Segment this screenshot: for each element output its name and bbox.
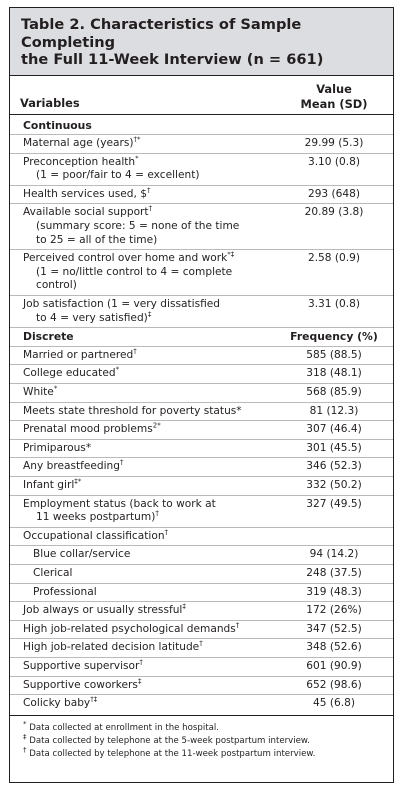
row-label-continuation: to 4 = very satisfied)‡: [36, 310, 152, 324]
section-heading: Continuous: [23, 118, 92, 132]
footnote-text: Data collected by telephone at the 5-week postpartum interview.: [26, 735, 310, 746]
row-label-text: Married or partnered: [23, 348, 134, 361]
footnote-mark: †: [164, 528, 169, 537]
row-label-text: Primiparous*: [23, 441, 92, 454]
row-label-text: Health services used, $: [23, 187, 147, 200]
row-label: [23, 252, 273, 293]
row-value: 585 (88.5): [306, 348, 362, 361]
section-heading-row: [10, 327, 393, 346]
title-line-2: the Full 11-Week Interview (n = 661): [21, 51, 324, 68]
footnote-mark: †‡: [90, 695, 98, 704]
row-label: [23, 498, 273, 525]
row-label: [23, 298, 273, 325]
footnote-mark: †: [120, 458, 124, 467]
footnote: [23, 735, 383, 748]
footnote-mark: *: [115, 365, 120, 374]
table-row: [10, 203, 393, 249]
footnote-mark: †*: [133, 135, 141, 144]
table-row: [10, 439, 393, 458]
title-line-1: Table 2. Characteristics of Sample Completing: [21, 16, 302, 51]
row-label-text: Preconception health: [23, 155, 136, 168]
footnote-mark: †: [146, 186, 151, 195]
row-value: 94 (14.2): [309, 548, 359, 561]
row-value: 652 (98.6): [306, 678, 362, 691]
row-value: 20.89 (3.8): [304, 206, 364, 219]
row-label: [23, 567, 283, 581]
footnote-mark: ‡: [182, 602, 186, 611]
row-label: [23, 623, 273, 637]
table-row: [10, 476, 393, 495]
footnote-mark: *‡: [227, 250, 235, 259]
row-value: 347 (52.5): [306, 622, 362, 635]
row-label: [23, 604, 273, 618]
footnote-mark: †: [235, 621, 240, 630]
section-heading-row: [10, 119, 393, 135]
table-row: [10, 527, 393, 546]
row-label-text: Prenatal mood problems: [23, 423, 153, 436]
footnote-text: Data collected at enrollment in the hospital.: [26, 722, 219, 733]
row-label-text: Available social support: [23, 206, 149, 219]
footnote-mark: ‡*: [74, 477, 82, 486]
row-value: 332 (50.2): [306, 478, 362, 491]
row-value: 3.31 (0.8): [307, 298, 361, 311]
row-label: [23, 188, 273, 202]
table-row: [10, 134, 393, 153]
table-row: [10, 545, 393, 564]
row-label: [23, 676, 273, 693]
row-label: [23, 697, 273, 711]
row-label-text: Supportive coworkers: [23, 678, 138, 691]
footnote-mark: *: [135, 154, 139, 163]
row-label-text: Occupational classification: [23, 529, 165, 542]
footnote: [23, 748, 383, 761]
footnote-mark: *: [53, 384, 58, 393]
row-label-text: High job-related decision latitude: [23, 641, 200, 654]
row-value: 348 (52.6): [306, 641, 362, 654]
row-label: [23, 586, 283, 600]
table-row: [10, 638, 393, 657]
row-value: 29.99 (5.3): [304, 137, 364, 150]
footnote-mark: ‡: [147, 310, 152, 319]
row-label: [23, 206, 273, 247]
row-label: [23, 137, 273, 151]
table-row: [10, 564, 393, 583]
row-label: [23, 156, 273, 183]
row-label-text: Maternal age (years): [23, 137, 134, 150]
row-label-text: High job-related psychological demands: [23, 622, 236, 635]
footnote-mark: †: [23, 746, 27, 755]
row-value: 172 (26%): [306, 604, 362, 617]
footnote-mark: †: [155, 509, 159, 518]
row-value: 601 (90.9): [306, 659, 362, 672]
value-header-line-1: Value: [316, 81, 352, 96]
footnote-mark: †: [133, 347, 137, 356]
row-label-continuation: (1 = no/little control to 4 = complete: [36, 265, 233, 278]
row-label: [23, 548, 283, 562]
value-header-line-2: Mean (SD): [300, 96, 368, 111]
row-label-continuation: 11 weeks postpartum)†: [36, 509, 159, 524]
table-row: [10, 402, 393, 421]
row-value: 293 (648): [307, 187, 361, 200]
row-value: 346 (52.3): [306, 460, 362, 473]
row-label: [23, 349, 273, 363]
row-value: 301 (45.5): [306, 441, 362, 454]
row-label: [23, 405, 273, 419]
table-row: [10, 495, 393, 527]
table-body: [10, 115, 393, 713]
table-row: [10, 694, 393, 713]
row-value: 318 (48.1): [306, 367, 362, 380]
row-label-text: White: [23, 386, 54, 398]
row-label: [23, 442, 273, 456]
row-value: 327 (49.5): [306, 497, 362, 510]
table-frame: [9, 7, 394, 783]
table-row: [10, 295, 393, 327]
row-label-text: Colicky baby: [23, 697, 91, 710]
footnote-mark: *: [23, 719, 27, 728]
footnote-mark: ‡: [23, 733, 27, 742]
table-row: [10, 364, 393, 383]
footnote: [23, 719, 383, 735]
column-header: [10, 76, 393, 115]
table-title: [21, 16, 383, 69]
section-value-heading: Frequency (%): [290, 330, 378, 344]
table-row: [10, 249, 393, 295]
table-row: [10, 457, 393, 476]
footnote-mark: †: [199, 639, 203, 648]
table-row: [10, 346, 393, 365]
row-label: [23, 423, 273, 437]
row-value: 248 (37.5): [306, 566, 362, 579]
row-value: 45 (6.8): [313, 697, 355, 710]
row-label: [23, 460, 273, 474]
row-value: 3.10 (0.8): [307, 155, 361, 168]
footnote-mark: 2*: [152, 421, 161, 430]
table-row: [10, 583, 393, 602]
table-row: [10, 657, 393, 676]
footnote-mark: ‡: [137, 676, 142, 685]
row-label: [23, 479, 273, 493]
table-row: [10, 383, 393, 402]
row-value: 568 (85.9): [306, 386, 362, 398]
title-band: [10, 8, 393, 76]
row-label-text: Any breastfeeding: [23, 460, 120, 473]
row-label: [23, 641, 273, 655]
row-value: 81 (12.3): [309, 404, 359, 417]
row-label-text: Clerical: [33, 566, 73, 579]
table-row: [10, 676, 393, 695]
row-label: [23, 660, 273, 674]
row-label-text: Blue collar/service: [33, 548, 131, 561]
row-label-text: Professional: [33, 585, 97, 598]
row-value: 319 (48.3): [306, 585, 362, 598]
row-label-text: Meets state threshold for poverty status*: [23, 404, 242, 417]
row-label: [23, 367, 273, 381]
table-row: [10, 620, 393, 639]
row-label-continuation: (summary score: 5 = none of the time: [36, 220, 240, 233]
row-label-text: Job always or usually stressful: [23, 604, 183, 617]
footnote-mark: †: [139, 658, 143, 667]
row-label-continuation: (1 = poor/fair to 4 = excellent): [36, 169, 200, 182]
variables-header: Variables: [20, 95, 80, 110]
table-row: [10, 185, 393, 204]
footnote-text: Data collected by telephone at the 11-week postpartum interview.: [26, 749, 316, 760]
row-label-continuation: to 25 = all of the time): [36, 233, 158, 246]
row-label-text: Employment status (back to work at: [23, 497, 216, 510]
row-label: [23, 530, 273, 544]
table-row: [10, 601, 393, 620]
value-header: [286, 82, 382, 112]
table-row: [10, 153, 393, 185]
row-label-continuation: control): [36, 279, 77, 292]
row-label-text: Perceived control over home and work: [23, 252, 228, 265]
footnotes: [10, 716, 393, 762]
row-label-text: College educated: [23, 367, 116, 380]
row-value: 2.58 (0.9): [307, 252, 361, 265]
section-heading: Discrete: [23, 330, 74, 344]
row-value: 307 (46.4): [306, 423, 362, 436]
row-label: [23, 386, 273, 400]
row-label-text: Infant girl: [23, 478, 75, 491]
row-label-text: Job satisfaction (1 = very dissatisfied: [23, 298, 221, 311]
table-row: [10, 420, 393, 439]
footnote-mark: †: [148, 204, 153, 213]
row-label-text: Supportive supervisor: [23, 659, 140, 672]
